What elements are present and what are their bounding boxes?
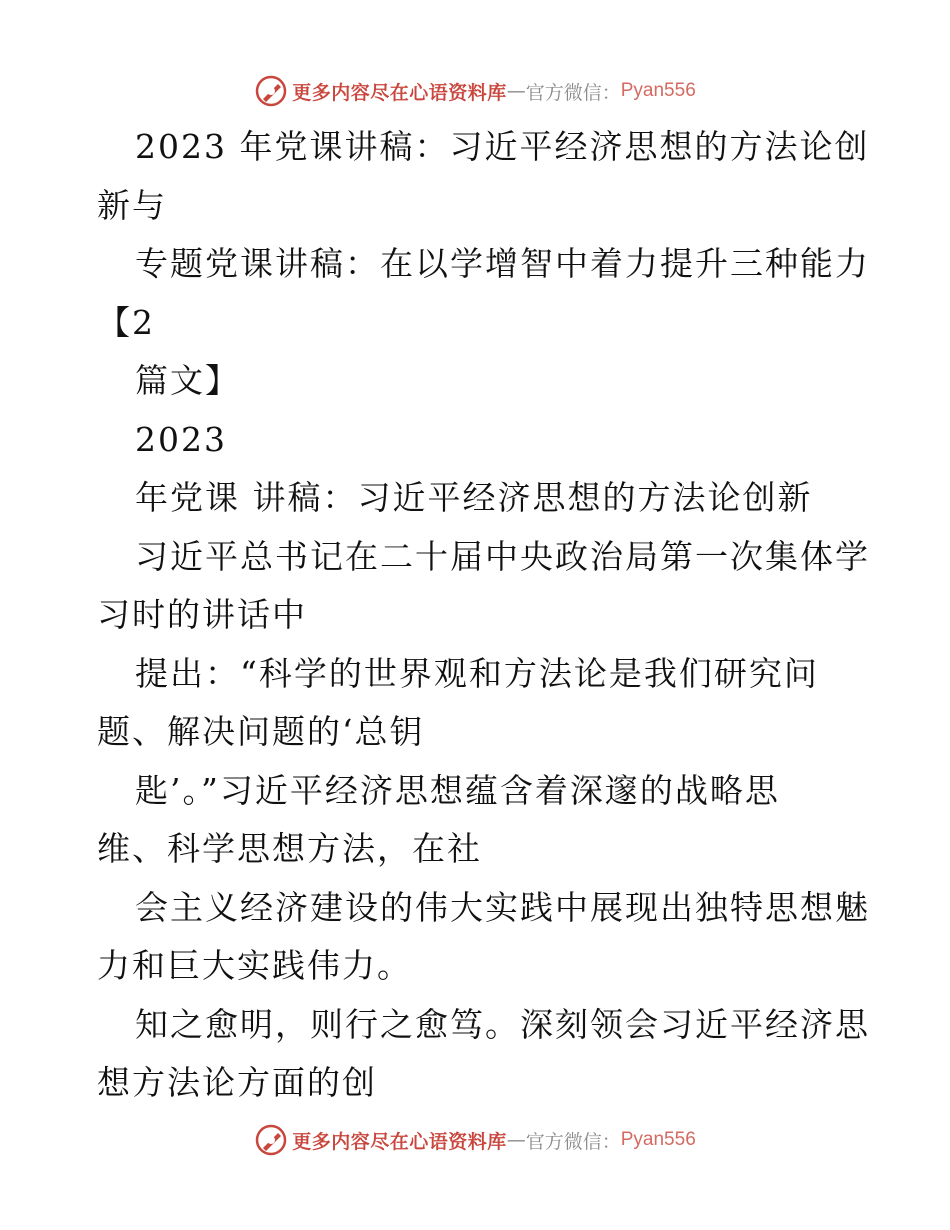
watermark-footer xyxy=(0,1123,950,1157)
watermark-separator: — xyxy=(506,1129,526,1151)
pen-logo-icon xyxy=(254,1123,288,1157)
watermark-site-text: 更多内容尽在心语资料库 xyxy=(292,81,507,104)
text-line: 年党课 讲稿：习近平经济思想的方法论创新 xyxy=(135,478,813,517)
text-line: 维、科学思想方法，在社 xyxy=(97,829,482,868)
text-line: 2023 年党课讲稿：习近平经济思想的方法论创 xyxy=(135,127,870,166)
text-line: 会主义经济建设的伟大实践中展现出独特思想魅 xyxy=(135,887,870,927)
watermark-label: 官方微信： xyxy=(525,1130,621,1153)
pen-logo-icon xyxy=(254,74,288,108)
watermark-site-text: 更多内容尽在心语资料库 xyxy=(292,1130,507,1153)
text-line: 习时的讲话中 xyxy=(97,595,307,634)
text-line: 想方法论方面的创 xyxy=(97,1063,377,1102)
watermark-wechat-id: Pyan556 xyxy=(620,80,696,101)
text-line: 习近平总书记在二十届中央政治局第一次集体学 xyxy=(135,536,870,576)
text-line: 力和巨大实践伟力。 xyxy=(97,946,412,985)
document-body xyxy=(97,118,870,1113)
watermark-wechat-id: Pyan556 xyxy=(620,1129,696,1150)
text-line: 【2 xyxy=(97,302,155,342)
text-line: 匙’。”习近平经济思想蕴含着深邃的战略思 xyxy=(135,770,780,810)
text-line: 专题党课讲稿：在以学增智中着力提升三种能力 xyxy=(135,244,870,283)
text-line: 题、解决问题的‘总钥 xyxy=(97,712,425,751)
text-line: 知之愈明，则行之愈笃。深刻领会习近平经济思 xyxy=(135,1004,870,1044)
text-line: 新与 xyxy=(97,185,167,225)
watermark-header xyxy=(0,74,950,108)
watermark-separator: — xyxy=(506,80,526,102)
text-line: 2023 xyxy=(135,419,227,459)
watermark-label: 官方微信： xyxy=(525,81,621,104)
text-line: 篇文】 xyxy=(135,361,240,400)
text-line: 提出：“科学的世界观和方法论是我们研究问 xyxy=(135,653,819,693)
